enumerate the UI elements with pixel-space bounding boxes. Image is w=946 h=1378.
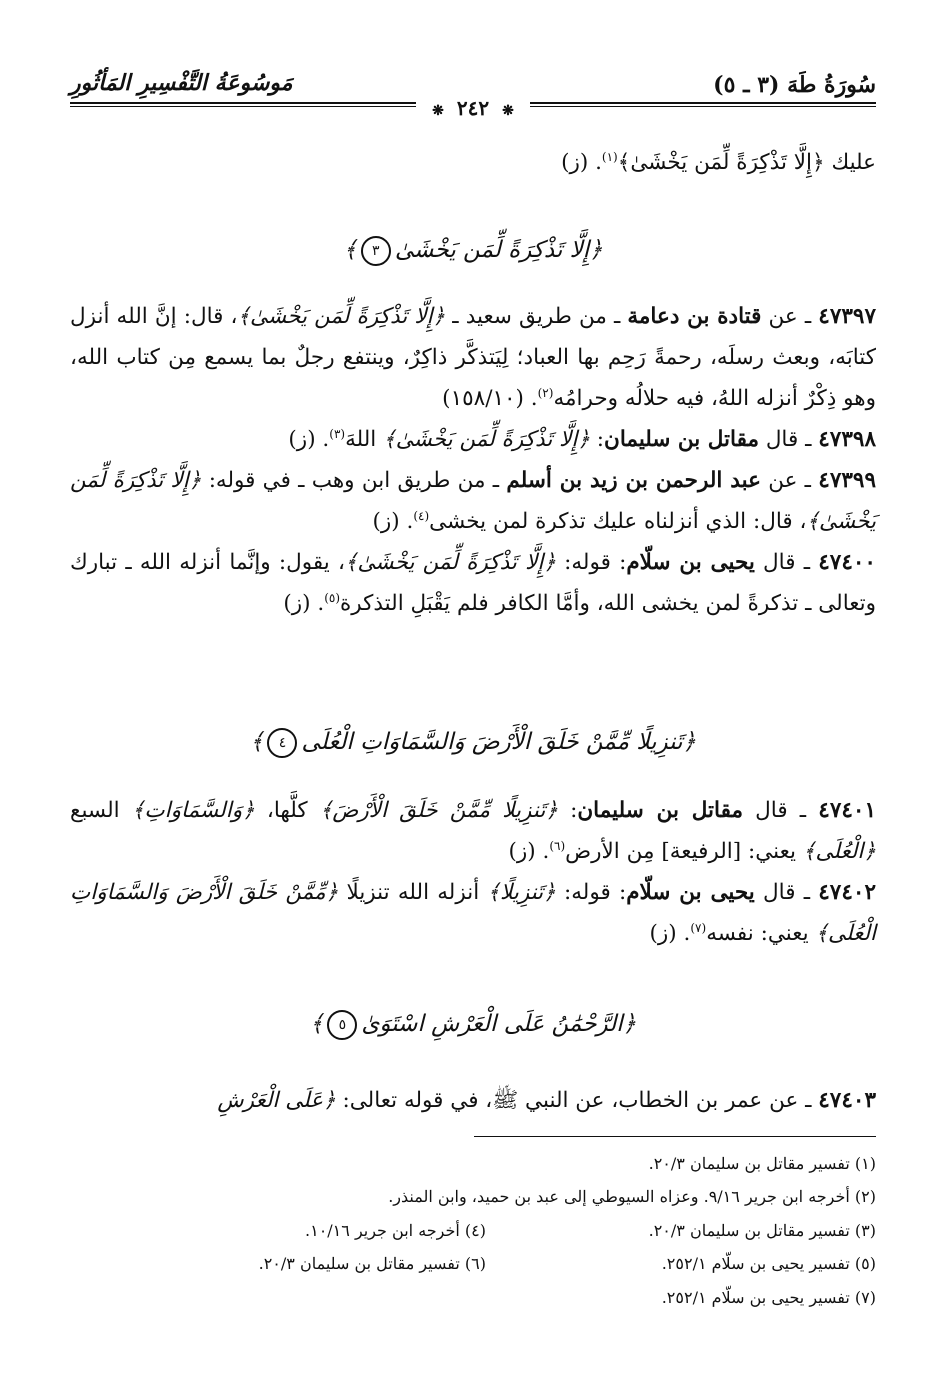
verse-bracket: ﴾ xyxy=(343,237,357,263)
source-tag: . (ز) xyxy=(561,150,602,175)
footnote-ref: (٧) xyxy=(690,920,707,935)
verse-bracket: ﴾ xyxy=(309,1011,324,1037)
narration-47400 xyxy=(70,542,876,624)
narration-number: ٤٧٤٠٣ xyxy=(818,1088,876,1113)
narration-connector: ـ قال xyxy=(763,880,810,905)
narration-47399 xyxy=(70,460,876,542)
narration-connector: ـ قال xyxy=(763,550,811,575)
verse-quote: ﴿الْعُلَى﴾ xyxy=(802,839,876,864)
narration-47401: ٤٧٤٠١ ـ قال مقاتل بن سليمان: ﴿تَنزِيلًا مِّمَّنْ خَلَقَ الْأَرْضَ﴾ كلَّها، ﴿وَالسَّمَاوَاتِ﴾ السبع ﴿الْعُلَى﴾ يعني: [الرفيعة] مِن الأرض$^{(٦)}$. (ز) xyxy=(70,798,877,864)
narration-number: ٤٧٤٠٠ xyxy=(818,550,876,575)
narrator-name: عبد الرحمن بن زيد بن أسلم xyxy=(506,468,761,493)
page-number-block xyxy=(0,96,946,120)
narration-number: ٤٧٣٩٨ xyxy=(818,427,876,452)
intro-text: عليك ﴿إِلَّا تَذْكِرَةً لِّمَن يَخْشَىٰ﴾ xyxy=(617,150,876,175)
narrations-block-3 xyxy=(70,1080,876,1121)
narration-connector: ـ قال xyxy=(765,427,812,452)
surah-header: سُورَةُ طَهَ (٣ ـ ٥) xyxy=(713,72,876,98)
verse-quote: ﴿وَالسَّمَاوَاتِ﴾ xyxy=(131,798,255,823)
book-title: مَوسُوعَةُ التَّفْسِيرِ المَأثُورِ xyxy=(70,70,293,96)
narrations-block-1 xyxy=(70,296,876,624)
narrator-name: مقاتل بن سليمان xyxy=(604,427,759,452)
narration-number: ٤٧٤٠١ xyxy=(818,798,877,823)
intro-line xyxy=(70,142,876,183)
source-tag: . (ز) xyxy=(283,591,325,616)
verse-heading-text: ﴿تَنزِيلًا مِّمَّنْ خَلَقَ الْأَرْضَ وَالسَّمَاوَاتِ الْعُلَى xyxy=(301,729,696,755)
narration-connector: ـ عن xyxy=(768,468,811,493)
footnote-rule xyxy=(474,1136,876,1137)
narration-body: أنزله الله تنزيلًا xyxy=(346,880,480,905)
narrator-name: يحيى بن سلّام xyxy=(626,550,755,575)
verse-quote: ﴿تَنزِيلًا مِّمَّنْ خَلَقَ الْأَرْضَ﴾ xyxy=(319,798,558,823)
footnote-7: (٧) تفسير يحيى بن سلّام ٢٥٢/١. xyxy=(661,1288,876,1307)
ayah-number-icon: ٤ xyxy=(267,728,297,758)
verse-heading-3 xyxy=(0,236,946,266)
narration-47403 xyxy=(70,1080,876,1121)
verse-quote: ﴿إِلَّا تَذْكِرَةً لِّمَن يَخْشَىٰ﴾ xyxy=(237,304,446,329)
footnote-5: (٥) تفسير يحيى بن سلّام ٢٥٢/١. xyxy=(661,1254,876,1273)
narrator-name: يحيى بن سلّام xyxy=(626,880,755,905)
ornament-icon: ❋ xyxy=(432,103,444,119)
verse-heading-text: ﴿الرَّحْمَٰنُ عَلَى الْعَرْشِ اسْتَوَىٰ xyxy=(361,1011,637,1037)
narration-body: ، قال: إنَّ الله أنزل كتابَه، وبعث رسلَه، رحمةً رَحِم بها العباد؛ لِيَتذكَّر ذاكِرٌ، وينتفع رجلٌ بما يسمع مِن كتاب الله، وهو ذِكْرٌ أنزله اللهُ، فيه حلالُه وحرامُه xyxy=(70,304,876,411)
footnote-1: (١) تفسير مقاتل بن سليمان ٢٠/٣. xyxy=(648,1154,876,1173)
chain-text: ـ من طريق سعيد ـ xyxy=(452,304,621,329)
verse-quote: ﴿عَلَى الْعَرْشِ xyxy=(217,1088,336,1113)
footnote-ref: (١) xyxy=(601,149,618,164)
narration-body: ـ عن عمر بن الخطاب، عن النبي ﷺ، في قوله تعالى: xyxy=(342,1088,812,1113)
page-number: ٢٤٢ xyxy=(456,96,490,120)
chain-text: ـ من طريق ابن وهب ـ في قوله: xyxy=(208,468,500,493)
page-number-box xyxy=(416,96,530,120)
verse-heading-text: ﴿إِلَّا تَذْكِرَةً لِّمَن يَخْشَىٰ xyxy=(394,237,603,263)
narration-body: السبع xyxy=(70,798,120,823)
narration-body: يعني: نفسه xyxy=(706,921,809,946)
narrator-name: مقاتل بن سليمان xyxy=(577,798,743,823)
narration-number: ٤٧٣٩٩ xyxy=(818,468,877,493)
narration-body: ، قال: الذي أنزلناه عليك تذكرة لمن يخشى xyxy=(429,509,807,534)
narration-connector: ـ قال xyxy=(755,798,807,823)
verse-quote: ﴿تَنزِيلًا﴾ xyxy=(487,880,556,905)
chain-text: : قوله: xyxy=(564,550,627,575)
source-tag: . (ز) xyxy=(649,921,691,946)
verse-bracket: ﴾ xyxy=(250,729,264,755)
footnote-ref: (٢) xyxy=(537,385,554,400)
narration-number: ٤٧٤٠٢ xyxy=(818,880,876,905)
verse-heading-5 xyxy=(0,1010,946,1040)
verse-quote: ﴿إِلَّا تَذْكِرَةً لِّمَن يَخْشَىٰ﴾ xyxy=(70,468,876,534)
verse-quote: ﴿إِلَّا تَذْكِرَةً لِّمَن يَخْشَىٰ﴾ xyxy=(344,550,556,575)
ayah-number-icon: ٥ xyxy=(327,1010,357,1040)
narrations-block-2 xyxy=(70,790,876,954)
chain-text: : قوله: xyxy=(564,880,627,905)
narration-47398: ٤٧٣٩٨ ـ قال مقاتل بن سليمان: ﴿إِلَّا تَذْكِرَةً لِّمَن يَخْشَىٰ﴾ اللهَ$^{(٣)}$. (ز) xyxy=(288,426,876,452)
footnote-3: (٣) تفسير مقاتل بن سليمان ٢٠/٣. xyxy=(648,1221,876,1240)
narration-body: ، يقول: وإنَّما أنزله الله ـ تبارك وتعالى ـ تذكرةً لمن يخشى الله، وأمَّا الكافر فلم يَقْبَلِ التذكرة xyxy=(70,550,876,616)
narrator-name: قتادة بن دعامة xyxy=(627,304,762,329)
narration-47397 xyxy=(70,296,876,419)
ornament-icon: ❋ xyxy=(502,103,514,119)
verse-quote: ﴿مِّمَّنْ خَلَقَ الْأَرْضَ وَالسَّمَاوَاتِ الْعُلَى﴾ xyxy=(70,880,876,946)
footnote-ref: (٥) xyxy=(324,590,341,605)
verse-heading-4 xyxy=(0,728,946,758)
narration-body: اللهَ xyxy=(345,427,377,452)
narration-body: كلَّها، xyxy=(266,798,308,823)
footnote-ref: (٣) xyxy=(329,426,346,441)
footnote-4: (٤) أخرجه ابن جرير ١٠/١٦. xyxy=(305,1221,486,1240)
narration-number: ٤٧٣٩٧ xyxy=(818,304,877,329)
footnote-6: (٦) تفسير مقاتل بن سليمان ٢٠/٣. xyxy=(258,1254,486,1273)
source-tag: . (ز) xyxy=(508,839,550,864)
narration-47402 xyxy=(70,872,876,954)
narration-connector: ـ عن xyxy=(768,304,812,329)
narration-body: يعني: [الرفيعة] مِن الأرض xyxy=(565,839,797,864)
ayah-number-icon: ٣ xyxy=(361,236,391,266)
footnote-2: (٢) أخرجه ابن جرير ٩/١٦. وعزاه السيوطي إلى عبد بن حميد، وابن المنذر. xyxy=(388,1187,876,1206)
source-tag: . (١٥٨/١٠) xyxy=(442,386,538,411)
verse-quote: ﴿إِلَّا تَذْكِرَةً لِّمَن يَخْشَىٰ﴾ xyxy=(383,427,590,452)
source-tag: . (ز) xyxy=(372,509,414,534)
source-tag: . (ز) xyxy=(288,427,330,452)
footnote-ref: (٦) xyxy=(549,838,566,853)
footnote-ref: (٤) xyxy=(413,508,430,523)
